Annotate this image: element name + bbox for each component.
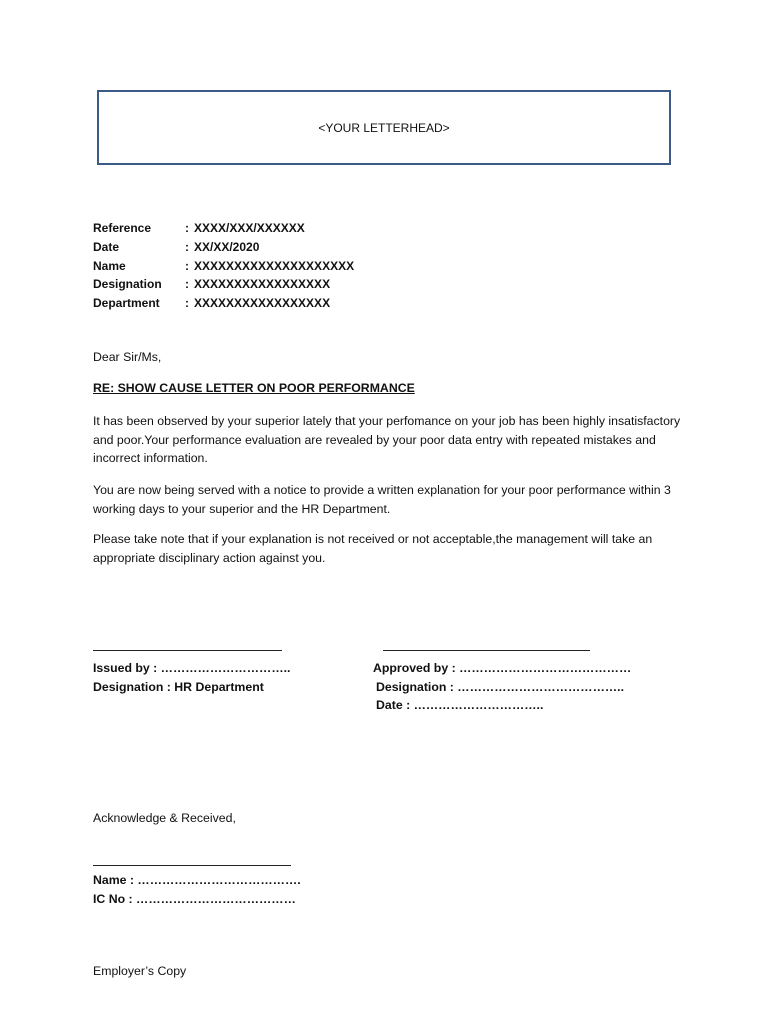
meta-value: XXXXXXXXXXXXXXXXXXXX: [194, 258, 355, 273]
letterhead-box: [97, 90, 671, 165]
meta-label: Date: [93, 239, 120, 254]
meta-colon: :: [185, 221, 189, 235]
subject-line: RE: SHOW CAUSE LETTER ON POOR PERFORMANCE: [93, 381, 415, 395]
meta-value: XX/XX/2020: [194, 239, 260, 254]
approver-designation-field: Designation : …………………………………..: [376, 680, 624, 694]
ack-ic-field: IC No : …………………………………: [93, 892, 296, 906]
acknowledge-heading: Acknowledge & Received,: [93, 811, 236, 825]
meta-label: Designation: [93, 277, 162, 292]
body-paragraph-2: You are now being served with a notice to provide a written explanation for your poor performance within 3 working days to your superior and the HR Department.: [93, 483, 671, 516]
meta-label: Name: [93, 258, 126, 273]
meta-label: Department: [93, 296, 160, 311]
approval-date-field: Date : …………………………..: [376, 698, 544, 712]
approver-signature-line: [383, 650, 590, 651]
acknowledge-signature-line: [93, 865, 291, 866]
meta-value: XXXXXXXXXXXXXXXXX: [194, 277, 331, 292]
issuer-signature-line: [93, 650, 282, 651]
meta-value: XXXXXXXXXXXXXXXXX: [194, 296, 331, 311]
copy-label: Employer’s Copy: [93, 964, 187, 978]
letterhead-placeholder: <YOUR LETTERHEAD>: [318, 120, 450, 135]
meta-colon: :: [185, 258, 189, 273]
body-paragraph-3: Please take note that if your explanation is not received or not acceptable,the management will take an appropriate disciplinary action against you.: [93, 532, 653, 565]
issuer-designation-field: Designation : HR Department: [93, 680, 264, 694]
issued-by-field: Issued by : …………………………..: [93, 661, 291, 675]
meta-colon: :: [185, 239, 189, 254]
body-paragraph-1: It has been observed by your superior lately that your perfomance on your job has been highly insatisfactory and poor.Your performance evaluation are revealed by your poor data entry with repeated mistakes and incorrect information.: [93, 414, 681, 466]
meta-label: Reference: [93, 221, 152, 235]
ack-name-field: Name : ………………………………….: [93, 873, 301, 887]
meta-colon: :: [185, 296, 189, 311]
meta-colon: :: [185, 277, 189, 292]
salutation: Dear Sir/Ms,: [93, 350, 162, 364]
meta-value: XXXX/XXX/XXXXXX: [194, 221, 305, 235]
approved-by-field: Approved by : ……………………………………: [373, 661, 632, 675]
